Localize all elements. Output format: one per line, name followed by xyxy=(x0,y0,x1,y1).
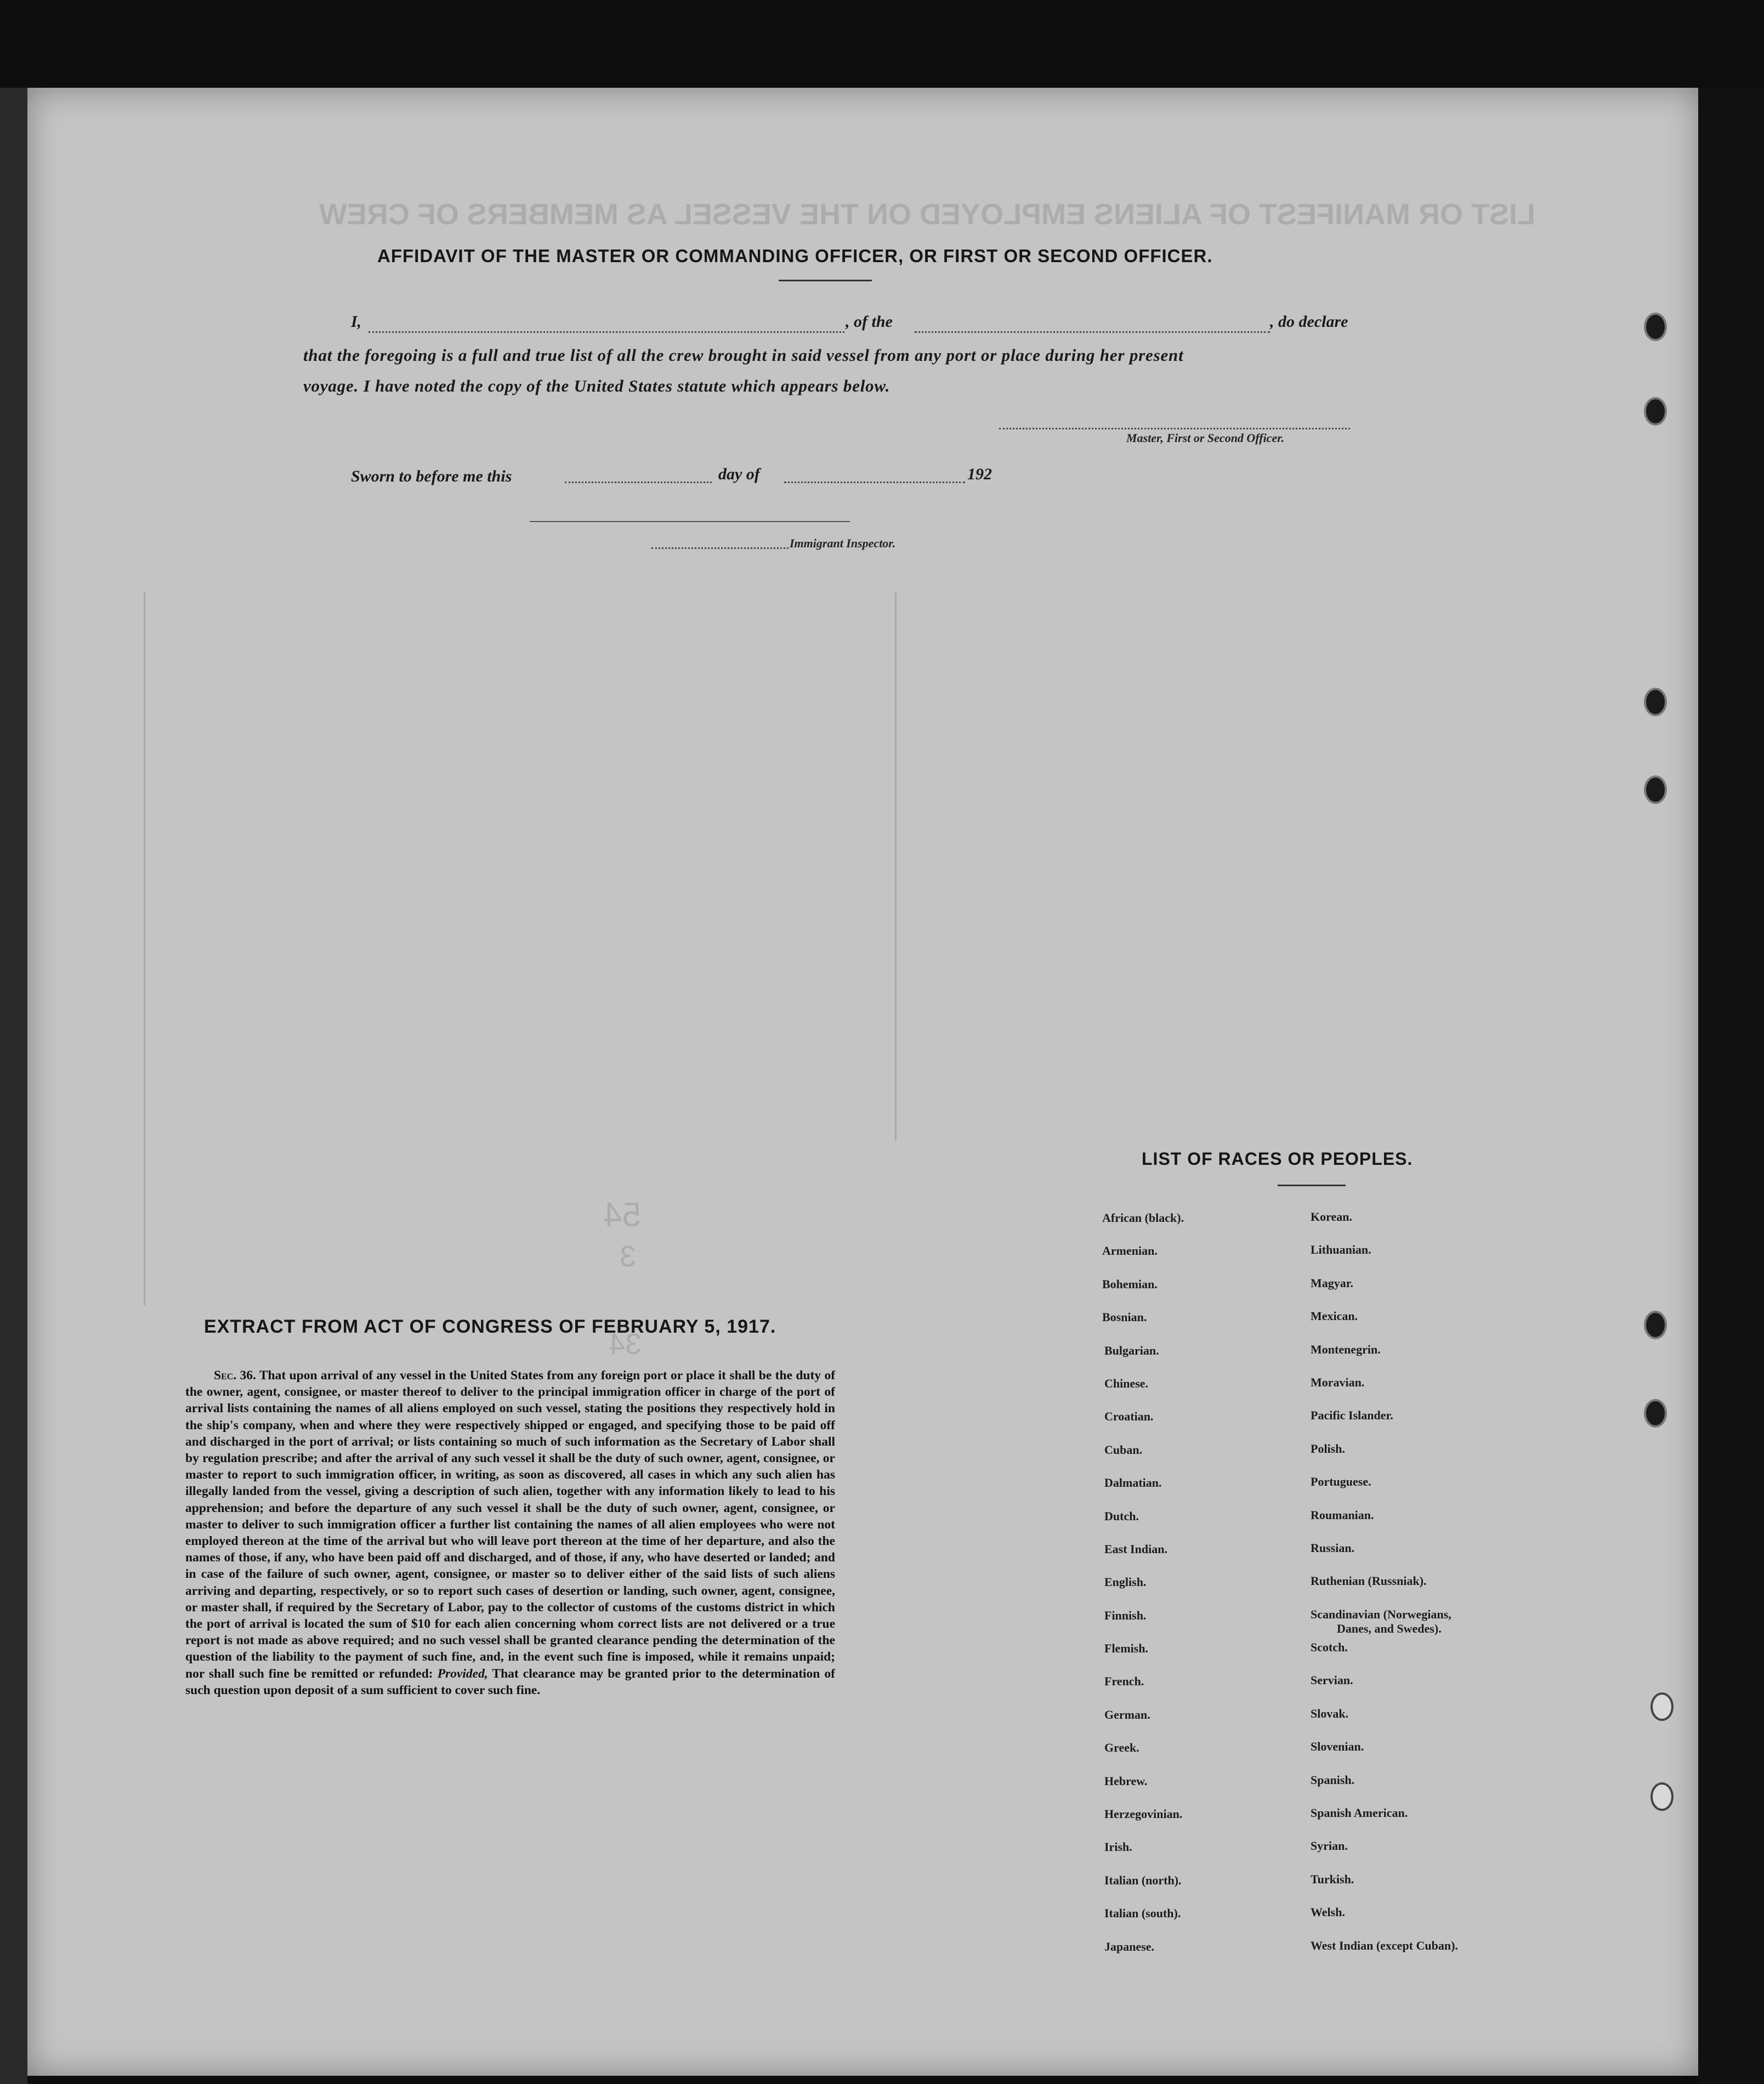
race-item: Lithuanian. xyxy=(1311,1243,1371,1257)
race-item: Italian (south). xyxy=(1104,1906,1181,1921)
extract-provided: Provided, xyxy=(437,1666,488,1681)
right-dark-edge xyxy=(1698,88,1764,2084)
inspector-label: Immigrant Inspector. xyxy=(790,536,896,550)
master-signature-label: Master, First or Second Officer. xyxy=(1126,431,1285,445)
race-item: Roumanian. xyxy=(1311,1508,1374,1522)
inspector-rule xyxy=(530,521,850,522)
race-item: Herzegovinian. xyxy=(1104,1807,1183,1821)
column-rule xyxy=(895,592,897,1141)
extract-body xyxy=(185,1367,835,1698)
race-item: Spanish. xyxy=(1311,1772,1355,1787)
binder-hole xyxy=(1644,1311,1667,1339)
race-item: Russian. xyxy=(1311,1541,1355,1555)
race-item: Ruthenian (Russniak). xyxy=(1311,1574,1427,1588)
affidavit-line2: that the foregoing is a full and true list of all the crew brought in said vessel from any port or place during her present xyxy=(303,346,1184,365)
year-label: 192 xyxy=(967,465,992,483)
affidavit-declare: , do declare xyxy=(1270,313,1348,331)
race-item: Italian (north). xyxy=(1104,1873,1182,1887)
race-item: English. xyxy=(1104,1575,1147,1589)
extract-section: Sec. 36. xyxy=(214,1368,256,1383)
race-item: Mexican. xyxy=(1311,1309,1358,1323)
race-item: Chinese. xyxy=(1104,1376,1149,1390)
extract-text: That upon arrival of any vessel in the United States from any foreign port or place it shall be the duty of the owner, agent, consignee, or master thereof to deliver to the principal immigration officer in charge of the port of arrival lists containing the names of all aliens employed on such vessel, stating the positions they respectively hold in the ship's company, when and where they were respectively shipped or engaged, and specifying those to be paid off and discharged in the port of arrival; or lists containing so much of such information as the Secretary of Labor shall by regulation prescribe; and after the arrival of any such vessel it shall be the duty of such owner, agent, consignee, or master to report to such immigration officer, in writing, as soon as discovered, all cases in which any such alien has illegally landed from the vessel, giving a description of such alien, together with any information likely to lead to his apprehension; and before the departure of any such vessel it shall be the duty of such owner, agent, consignee, or master to deliver to such immigration officer a further list containing the names of all alien employees who were not employed thereon at the time of the arrival but who will leave port thereon at the time of her departure, and also the names of those, if any, who have been paid off and discharged, and of those, if any, who have deserted or landed; and in case of the failure of such owner, agent, consignee, or master so to deliver either of the said lists of such aliens arriving and departing, respectively, or so to report such cases of desertion or landing, such owner, agent, consignee, or master shall, if required by the Secretary of Labor, pay to the collector of customs of the customs district in which the port of arrival is located the sum of $10 for each alien concerning whom correct lists are not delivered or a true report is not made as above required; and no such vessel shall be granted clearance pending the determination of the question of the liability to the payment of such fine, and, in the event such fine is imposed, while it remains unpaid; nor shall such fine be remitted or refunded: xyxy=(185,1368,836,1681)
sworn-day-line xyxy=(565,482,712,483)
race-item: Korean. xyxy=(1311,1210,1352,1224)
race-item: Welsh. xyxy=(1311,1905,1345,1919)
bleed-number: 54 xyxy=(603,1196,641,1234)
binder-hole xyxy=(1650,1692,1674,1721)
master-signature-line xyxy=(999,428,1350,429)
race-item: Flemish. xyxy=(1104,1641,1149,1656)
races-right-column xyxy=(1311,1210,1458,1972)
race-item: Bosnian. xyxy=(1102,1310,1147,1324)
race-item: African (black). xyxy=(1102,1211,1184,1225)
race-item: Polish. xyxy=(1311,1441,1345,1456)
race-item: Armenian. xyxy=(1102,1244,1158,1258)
affidavit-i: I, xyxy=(351,313,362,331)
race-item: Finnish. xyxy=(1104,1608,1147,1622)
race-item: Dalmatian. xyxy=(1104,1476,1162,1490)
race-item-text: Scandinavian (Norwegians, xyxy=(1311,1607,1451,1621)
name-field-line xyxy=(368,331,844,333)
sworn-month-line xyxy=(784,482,965,483)
binder-hole xyxy=(1644,313,1667,341)
inspector-signature-line xyxy=(651,547,789,549)
race-item: Moravian. xyxy=(1311,1375,1365,1389)
bleed-number: 34 xyxy=(609,1328,642,1361)
binder-hole xyxy=(1644,688,1667,716)
column-rule xyxy=(144,592,145,1305)
affidavit-line3: voyage. I have noted the copy of the United States statute which appears below. xyxy=(303,376,890,395)
race-item: Cuban. xyxy=(1104,1442,1143,1457)
race-item: Montenegrin. xyxy=(1311,1342,1381,1356)
day-of-label: day of xyxy=(718,465,760,483)
race-item: Bohemian. xyxy=(1102,1277,1158,1291)
title-underline xyxy=(779,280,872,281)
affidavit-of-the: , of the xyxy=(846,313,893,331)
binder-hole xyxy=(1644,397,1667,426)
race-item: Irish. xyxy=(1104,1840,1132,1854)
race-item xyxy=(1311,1607,1458,1640)
affidavit-title: AFFIDAVIT OF THE MASTER OR COMMANDING OFFICER, OR FIRST OR SECOND OFFICER. xyxy=(377,246,1213,266)
race-item: Slovak. xyxy=(1311,1706,1349,1720)
left-dark-strip xyxy=(0,88,27,2084)
race-item: Slovenian. xyxy=(1311,1740,1364,1754)
race-item: Hebrew. xyxy=(1104,1774,1148,1788)
binder-hole xyxy=(1644,775,1667,804)
bleedthrough-header: LIST OR MANIFEST OF ALIENS EMPLOYED ON THE VESSEL AS MEMBERS OF CREW xyxy=(319,198,1535,231)
races-title: LIST OF RACES OR PEOPLES. xyxy=(1142,1149,1413,1169)
race-item: Turkish. xyxy=(1311,1872,1354,1886)
race-item: Syrian. xyxy=(1311,1839,1348,1853)
race-item: Pacific Islander. xyxy=(1311,1408,1393,1423)
race-item: Dutch. xyxy=(1104,1509,1139,1523)
binder-hole xyxy=(1650,1782,1674,1811)
races-title-underline xyxy=(1278,1185,1346,1186)
race-item: Croatian. xyxy=(1104,1409,1154,1424)
race-item: Greek. xyxy=(1104,1741,1139,1755)
races-left-column xyxy=(1102,1211,1184,1973)
race-item: Portuguese. xyxy=(1311,1475,1371,1489)
race-item: German. xyxy=(1104,1707,1150,1721)
vessel-field-line xyxy=(915,331,1270,333)
sworn-label: Sworn to before me this xyxy=(351,467,512,485)
race-item: Bulgarian. xyxy=(1104,1343,1159,1357)
extract-text-end: That clearance may be granted prior to the determination of such question upon deposit of a sum sufficient to cover such fine. xyxy=(185,1666,836,1697)
race-item: Scotch. xyxy=(1311,1640,1348,1655)
race-item: Spanish American. xyxy=(1311,1806,1408,1820)
bleed-number: 3 xyxy=(620,1240,637,1273)
race-item: Magyar. xyxy=(1311,1276,1354,1290)
race-item: West Indian (except Cuban). xyxy=(1311,1938,1458,1952)
race-item: Servian. xyxy=(1311,1673,1353,1687)
race-item-continuation: Danes, and Swedes). xyxy=(1337,1621,1442,1635)
binder-hole xyxy=(1644,1399,1667,1428)
race-item: French. xyxy=(1104,1674,1144,1689)
extract-title: EXTRACT FROM ACT OF CONGRESS OF FEBRUARY 5, 1917. xyxy=(204,1316,776,1337)
race-item: Japanese. xyxy=(1104,1939,1155,1953)
race-item: East Indian. xyxy=(1104,1542,1167,1556)
